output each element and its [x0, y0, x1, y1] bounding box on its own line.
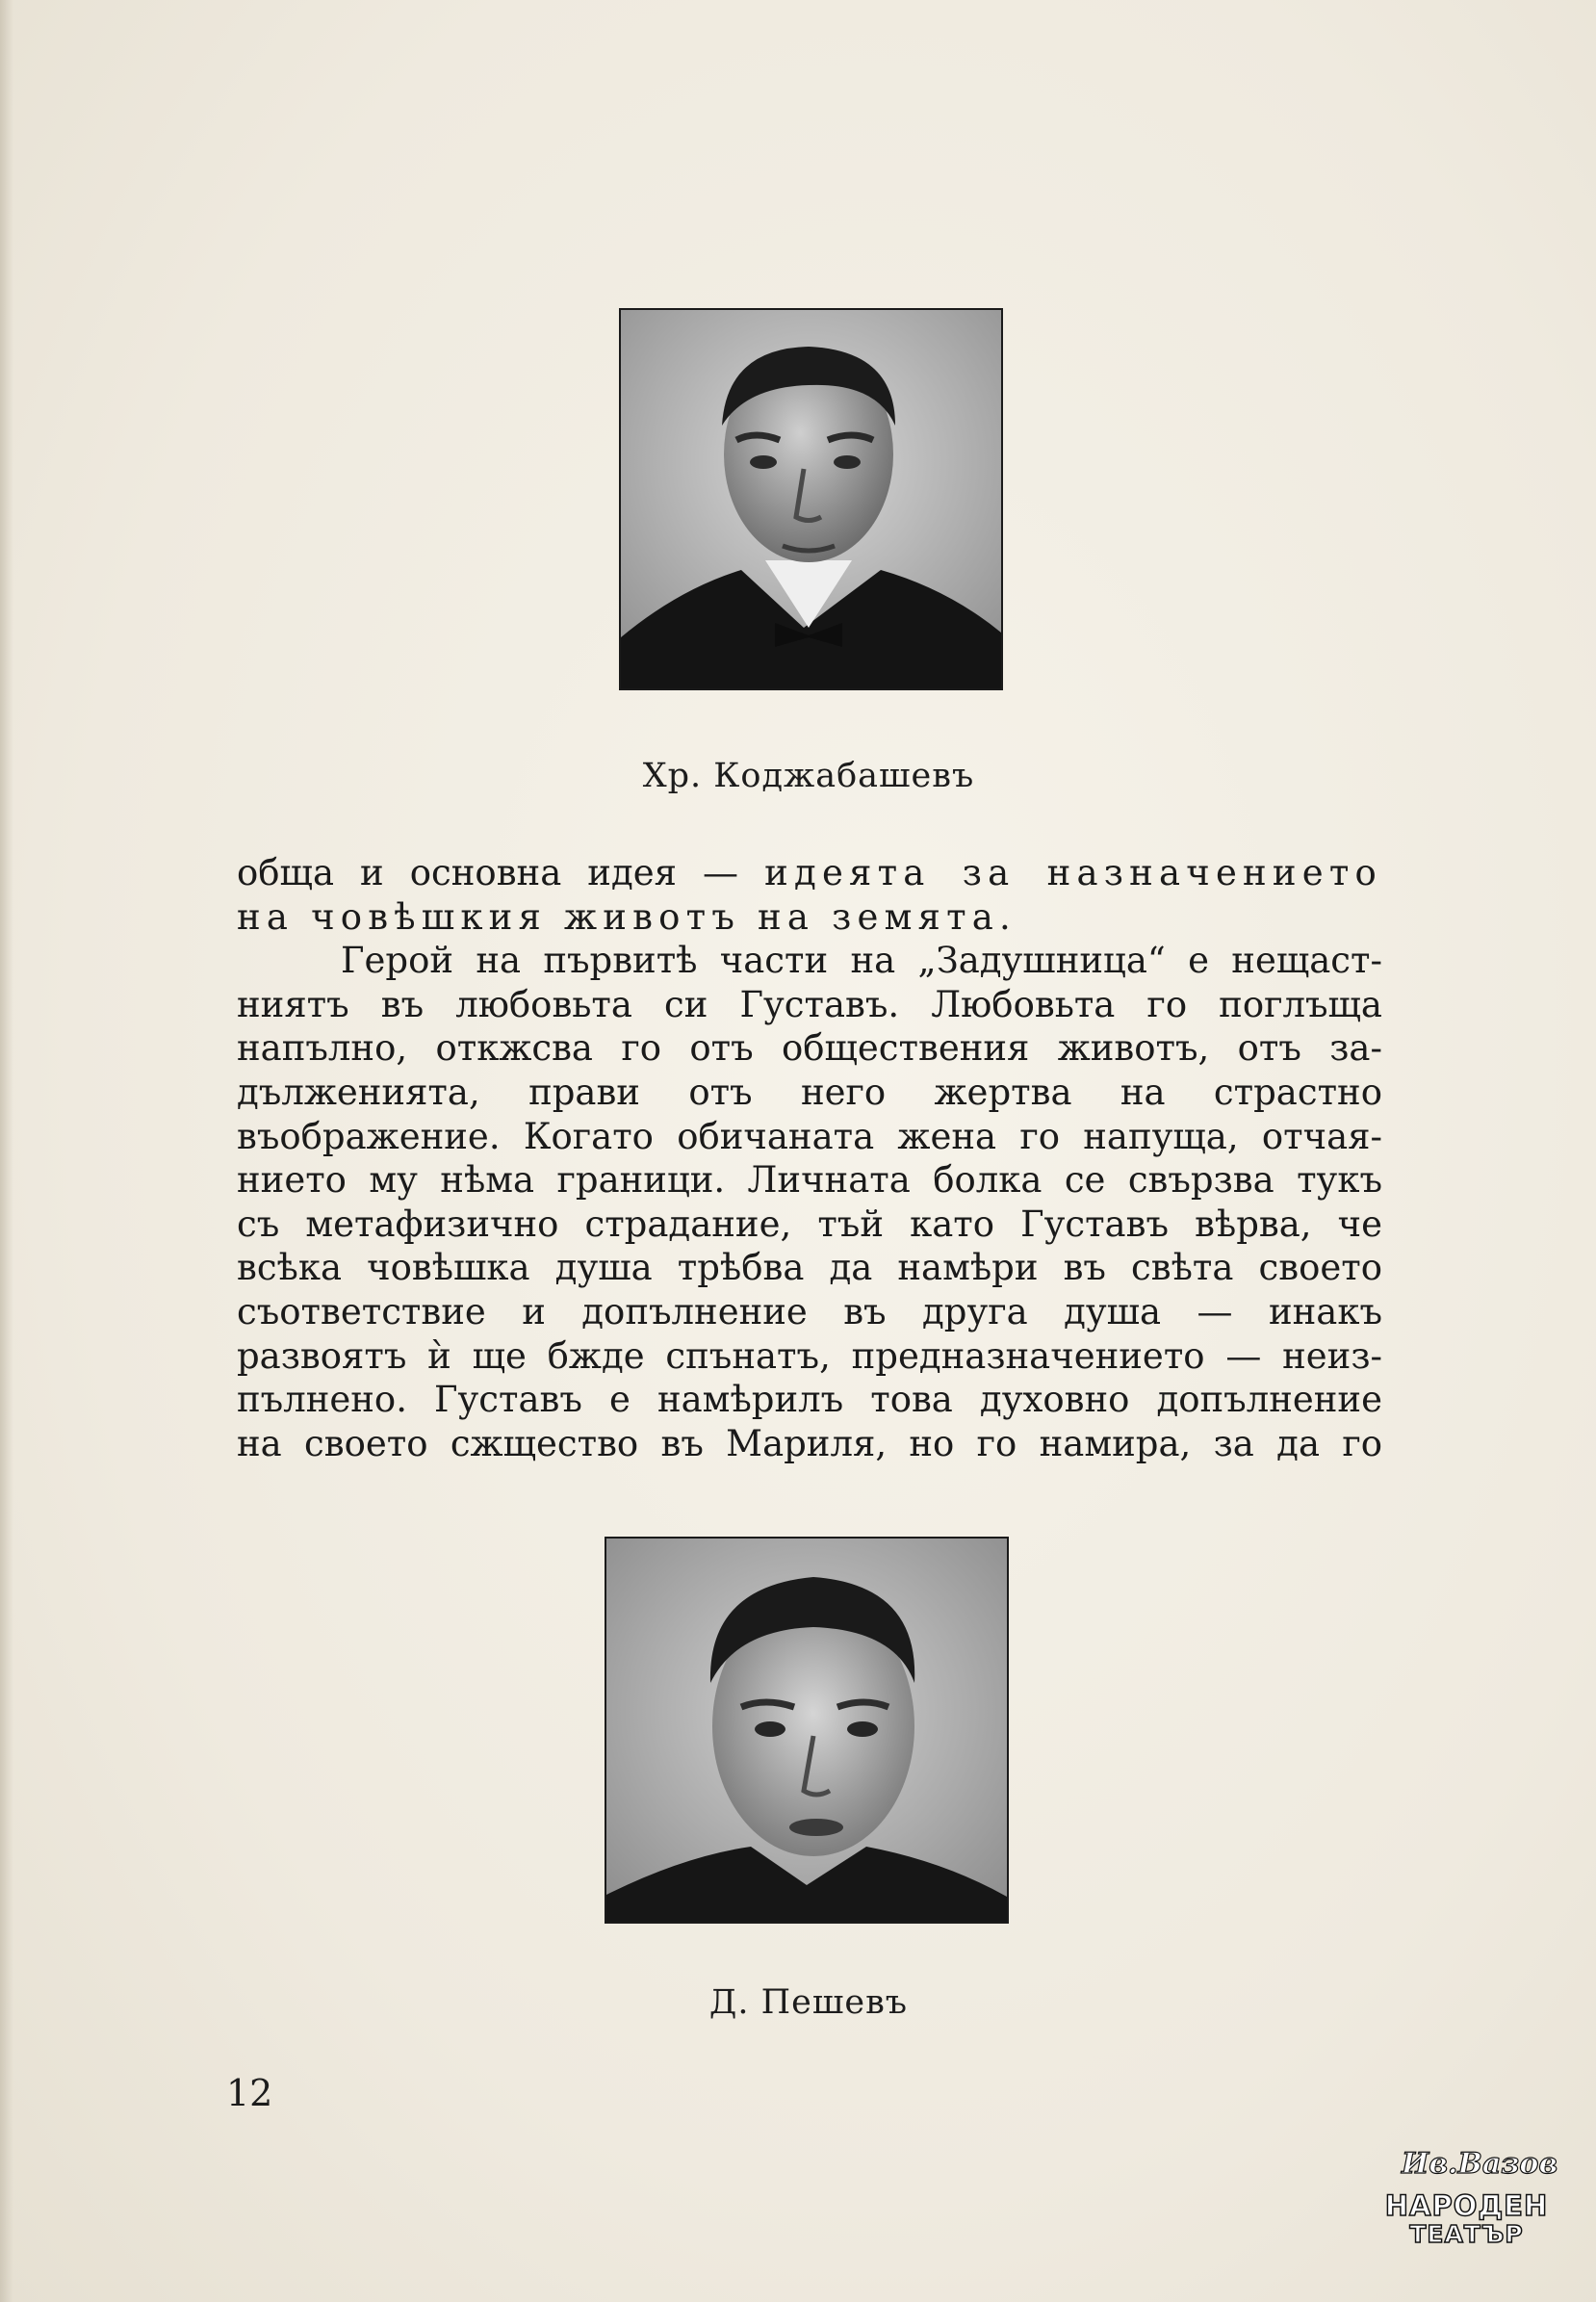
- portrait-2-caption: Д. Пешевъ: [708, 1983, 909, 2022]
- text-line-6: дълженията, прави отъ него жертва на страстно: [237, 1071, 1382, 1113]
- text-line-9: съ метафизично страдание, тъй като Густавъ вѣрва, че: [237, 1203, 1382, 1245]
- logo-text-line1: НАРОДЕН: [1384, 2189, 1549, 2222]
- portrait-2-image: [606, 1539, 1007, 1922]
- body-text: [237, 851, 1382, 1465]
- text-line-14: на своето сжщество въ Мариля, но го намира, за да го: [237, 1422, 1382, 1464]
- text-line-13: пълнено. Густавъ е намѣрилъ това духовно допълнение: [237, 1379, 1382, 1421]
- portrait-photo-1: [619, 308, 1003, 690]
- national-theatre-logo: [1382, 2147, 1558, 2253]
- portrait-1-image: [621, 310, 1001, 688]
- text-line-7: въображение. Когато обичаната жена го напуща, отчая-: [237, 1115, 1382, 1157]
- page-number: 12: [226, 2072, 273, 2114]
- text-line-12: развоятъ ѝ ще бжде спънатъ, предназначението — неиз-: [237, 1334, 1382, 1377]
- text-line-2: на човѣшкия животъ на земята.: [237, 895, 1017, 938]
- logo-signature: Ив.Вазов: [1402, 2147, 1558, 2181]
- text-line-1: обща и основна идея — идеята за назначението: [237, 852, 1382, 893]
- text-line-4: ниятъ въ любовьта си Густавъ. Любовьта го поглъща: [237, 983, 1382, 1025]
- book-gutter: [0, 0, 13, 2302]
- portrait-1-caption: Хр. Коджабашевъ: [642, 757, 975, 795]
- logo-text-line2: ТЕАТЪР: [1409, 2220, 1524, 2248]
- text-line-8: нието му нѣма граници. Личната болка се свързва тукъ: [237, 1159, 1382, 1202]
- text-line-3: Герой на първитѣ части на „Задушница“ е нещаст-: [341, 940, 1382, 982]
- text-line-11: съответствие и допълнение въ друга душа — инакъ: [237, 1290, 1382, 1332]
- text-line-5: напълно, откжсва го отъ обществения животъ, отъ за-: [237, 1027, 1382, 1070]
- portrait-photo-2: [605, 1537, 1009, 1924]
- text-line-10: всѣка човѣшка душа трѣбва да намѣри въ свѣта своето: [237, 1247, 1382, 1289]
